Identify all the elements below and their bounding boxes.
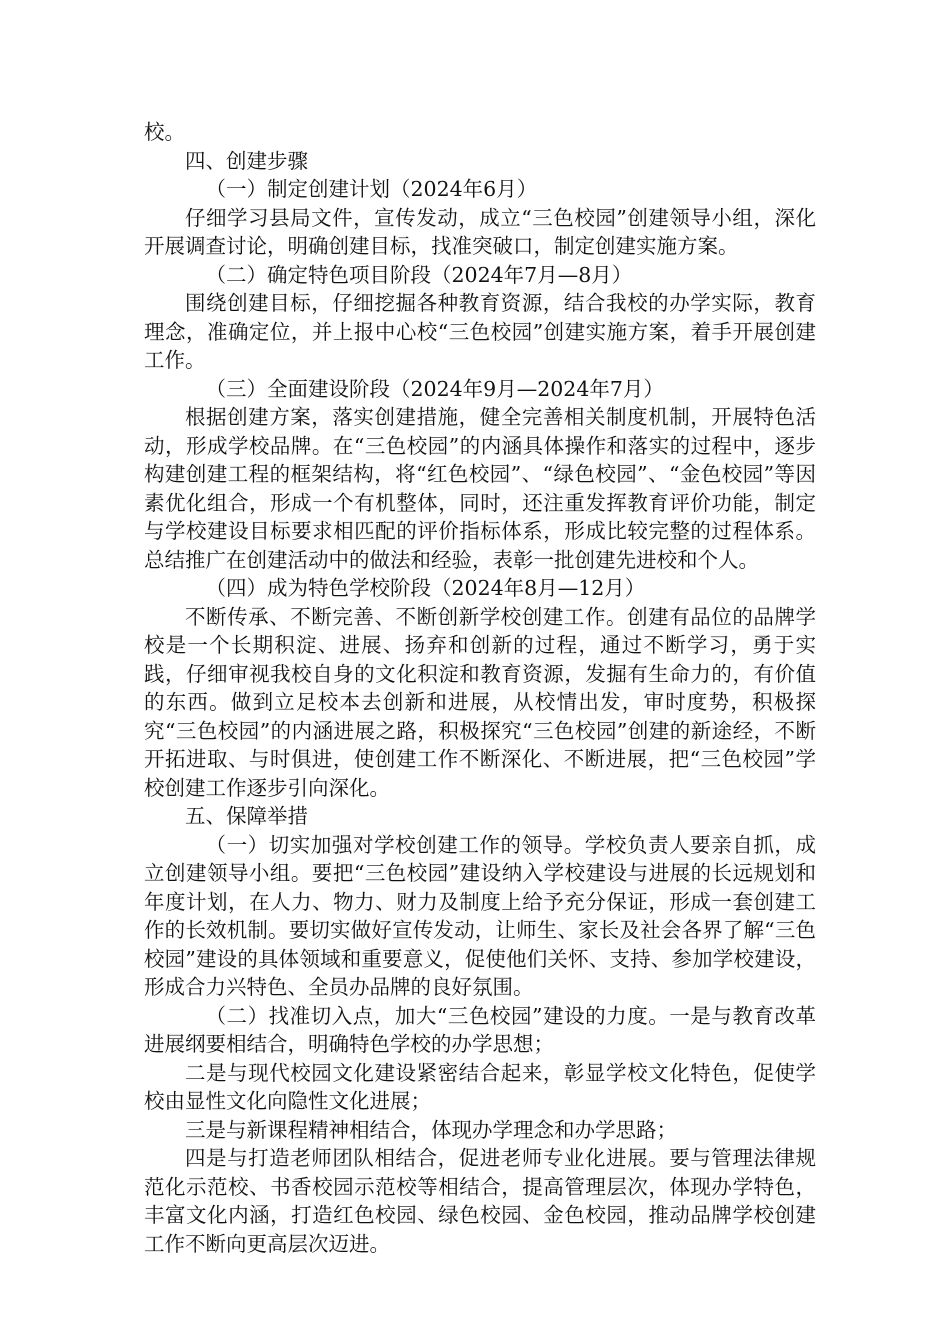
paragraph-measure-2-point-2: 二是与现代校园文化建设紧密结合起来，彰显学校文化特色，促使学校由显性文化向隐性文化进展；: [144, 1060, 816, 1113]
subheading-step-1: （一）制定创建计划（2024年6月）: [205, 177, 538, 201]
section-heading-5: 五、保障举措: [185, 804, 308, 828]
paragraph-measure-1: （一）切实加强对学校创建工作的领导。学校负责人要亲自抓，成立创建领导小组。要把“三色校园”建设纳入学校建设与进展的长远规划和年度计划，在人力、物力、财力及制度上给予充分保证，形成一套创建工作的长效机制。要切实做好宣传发动，让师生、家长及社会各界了解“三色校园”建设的具体领域和重要意义，促使他们关怀、支持、参加学校建设，形成合力兴特色、全员办品牌的良好氛围。: [144, 832, 816, 999]
paragraph-measure-2: （二）找准切入点，加大“三色校园”建设的力度。一是与教育改革进展纲要相结合，明确特色学校的办学思想；: [144, 1003, 816, 1056]
document-body: [144, 118, 816, 1258]
paragraph-step-1: 仔细学习县局文件，宣传发动，成立“三色校园”创建领导小组，深化开展调查讨论，明确创建目标，找准突破口，制定创建实施方案。: [144, 205, 816, 258]
section-heading-4: 四、创建步骤: [185, 148, 308, 173]
paragraph-continuation: 校。: [144, 120, 185, 144]
paragraph-step-4: 不断传承、不断完善、不断创新学校创建工作。创建有品位的品牌学校是一个长期积淀、进展、扬弃和创新的过程，通过不断学习，勇于实践，仔细审视我校自身的文化积淀和教育资源，发掘有生命力的，有价值的东西。做到立足校本去创新和进展，从校情出发，审时度势，积极探究“三色校园”的内涵进展之路，积极探究“三色校园”创建的新途经，不断开拓进取、与时俱进，使创建工作不断深化、不断进展，把“三色校园”学校创建工作逐步引向深化。: [144, 604, 816, 800]
subheading-step-4: （四）成为特色学校阶段（2024年8月—12月）: [205, 576, 646, 600]
paragraph-step-3: 根据创建方案，落实创建措施，健全完善相关制度机制，开展特色活动，形成学校品牌。在“三色校园”的内涵具体操作和落实的过程中，逐步构建创建工程的框架结构，将“红色校园”、“绿色校园”、“金色校园”等因素优化组合，形成一个有机整体，同时，还注重发挥教育评价功能，制定与学校建设目标要求相匹配的评价指标体系，形成比较完整的过程体系。总结推广在创建活动中的做法和经验，表彰一批创建先进校和个人。: [144, 405, 816, 572]
paragraph-measure-2-point-4: 四是与打造老师团队相结合，促进老师专业化进展。要与管理法律规范化示范校、书香校园示范校等相结合，提高管理层次，体现办学特色，丰富文化内涵，打造红色校园、绿色校园、金色校园，推动品牌学校创建工作不断向更高层次迈进。: [144, 1146, 816, 1256]
paragraph-measure-2-point-3: 三是与新课程精神相结合，体现办学理念和办学思路；: [185, 1117, 677, 1142]
paragraph-step-2: 围绕创建目标，仔细挖掘各种教育资源，结合我校的办学实际，教育理念，准确定位，并上报中心校“三色校园”创建实施方案，着手开展创建工作。: [144, 291, 816, 372]
subheading-step-3: （三）全面建设阶段（2024年9月—2024年7月）: [205, 376, 664, 401]
subheading-step-2: （二）确定特色项目阶段（2024年7月—8月）: [205, 262, 633, 287]
